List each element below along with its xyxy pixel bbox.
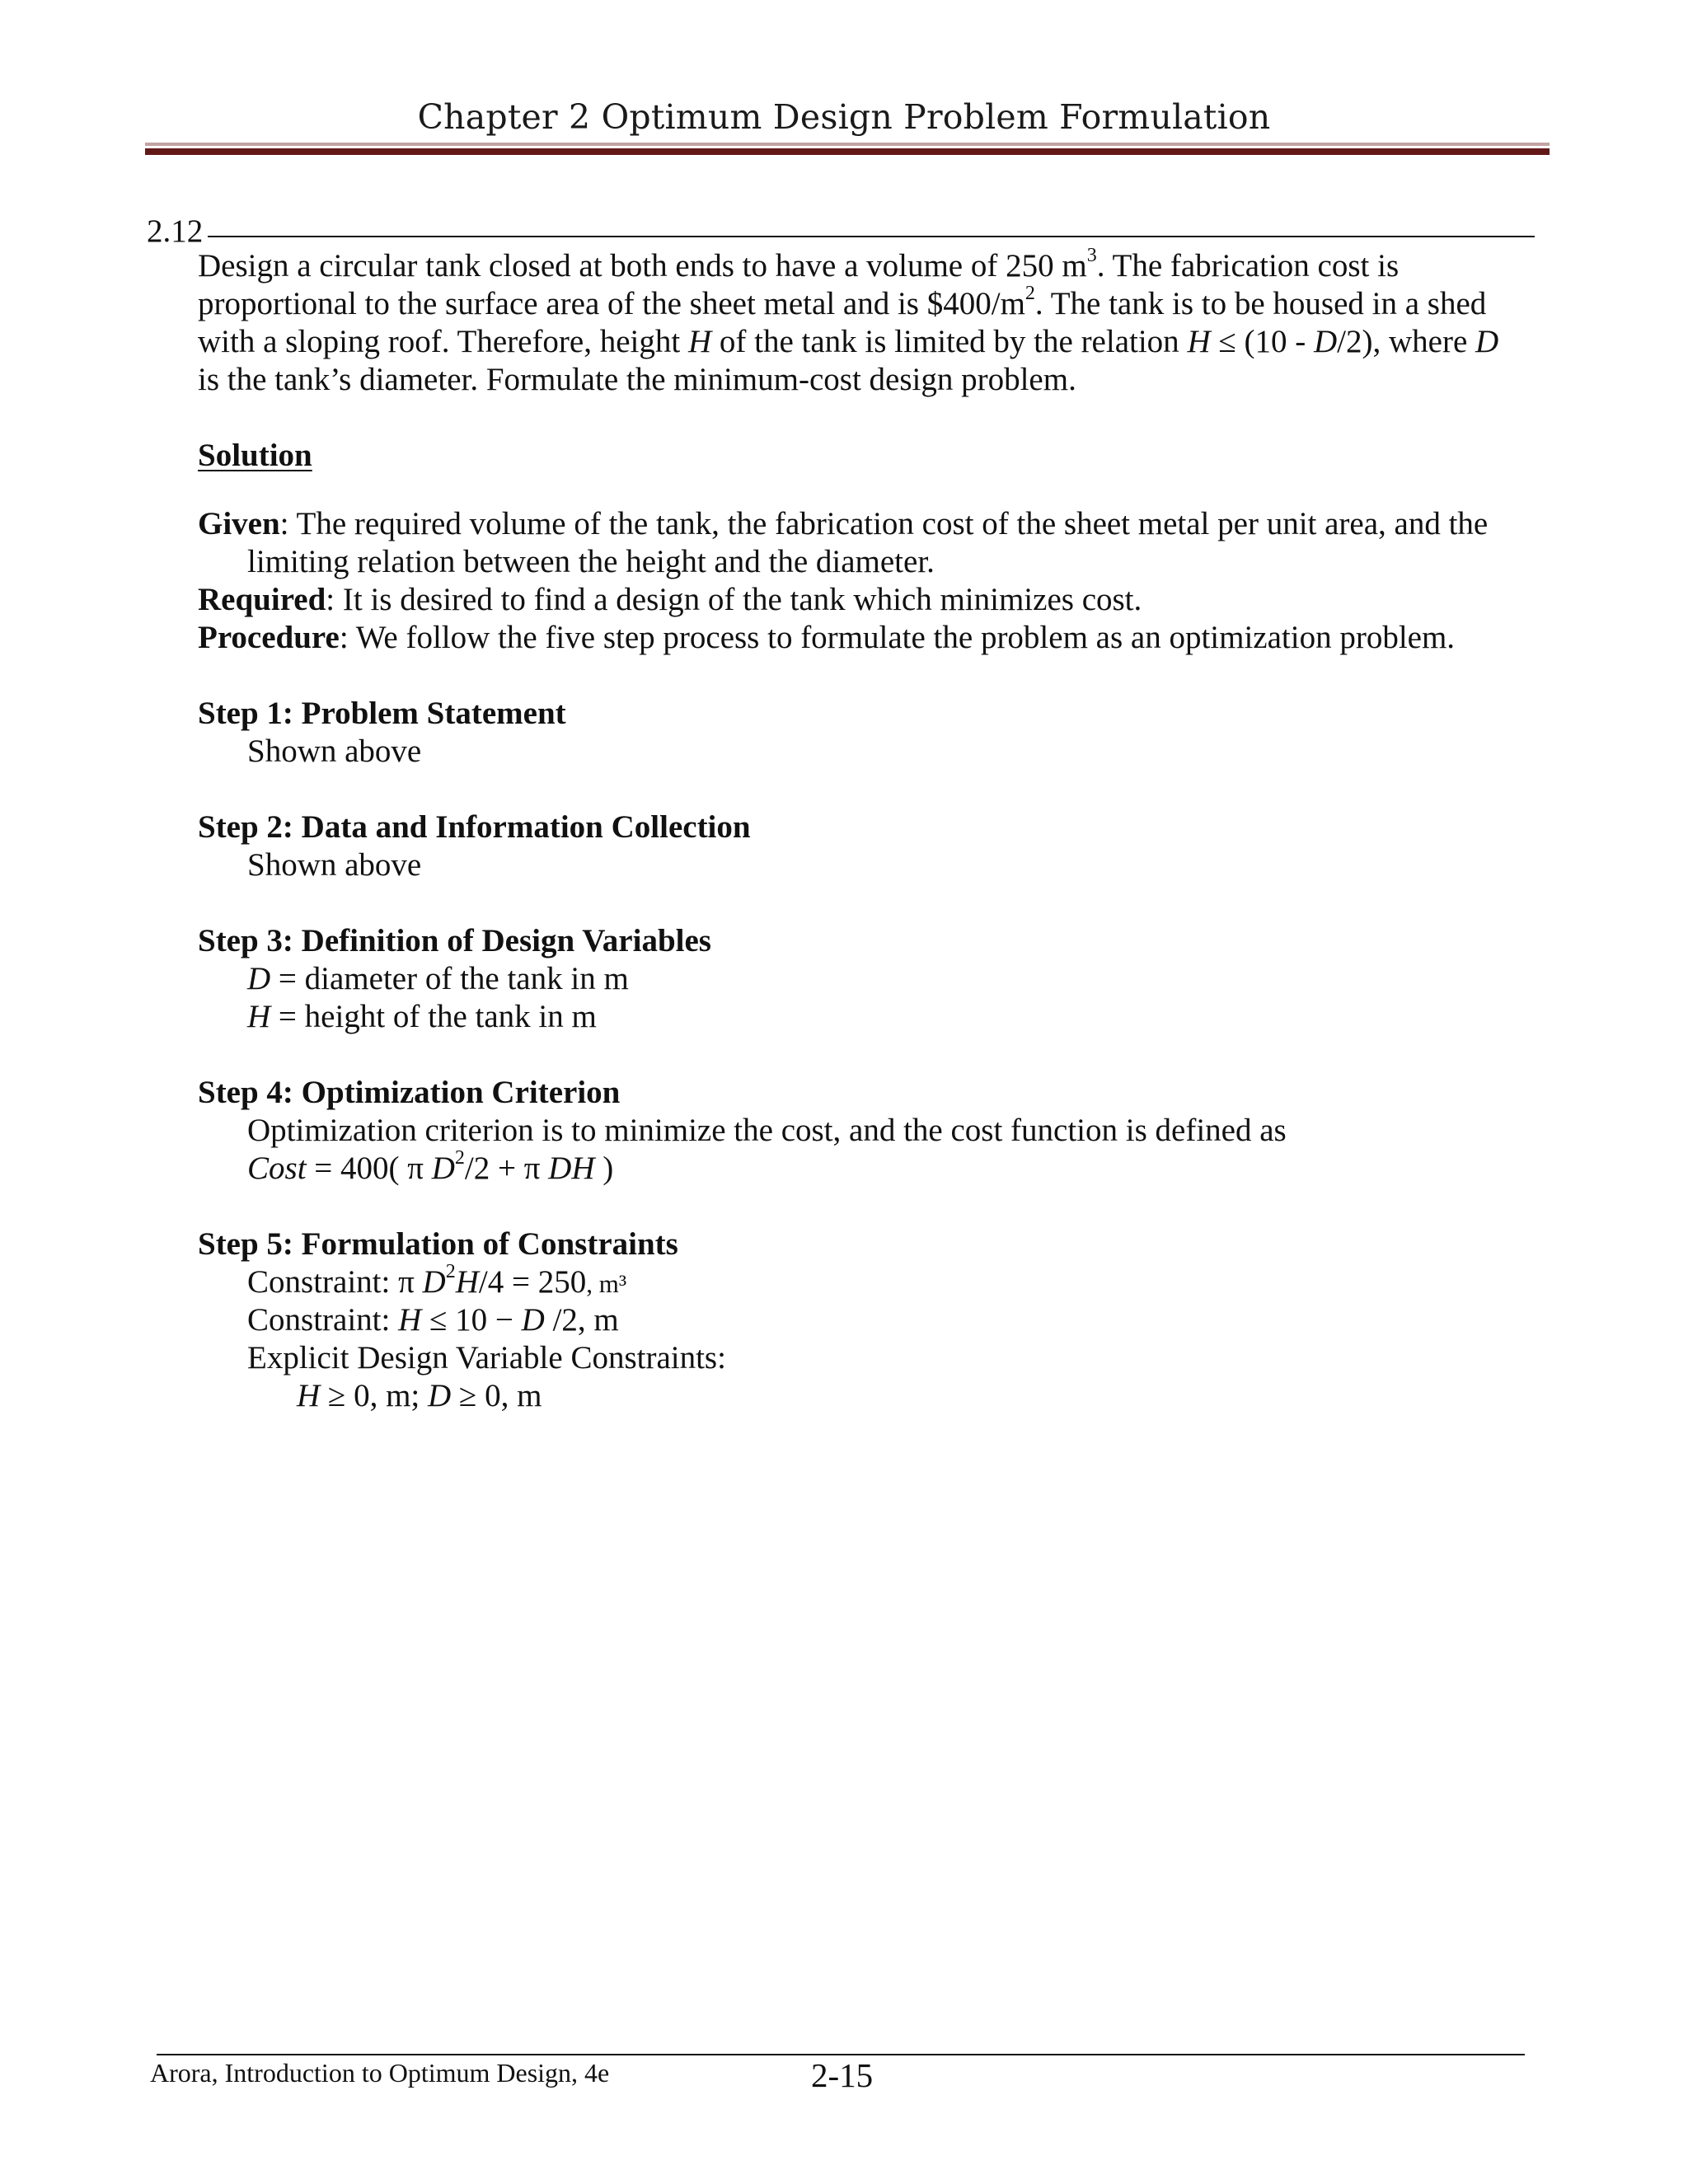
- nonnegativity-constraints: H ≥ 0, m; D ≥ 0, m: [297, 1378, 542, 1413]
- problem-statement-line-2: proportional to the surface area of the sheet metal and is $\$400/m^2$. The tank is to be housed in a shed: [198, 283, 1487, 321]
- variable-H-definition: H = height of the tank in m: [247, 999, 597, 1034]
- header-rule-thin: [145, 143, 1550, 146]
- page-number: 2-15: [811, 2056, 874, 2094]
- step-2-heading: Step 2: Data and Information Collection: [198, 809, 751, 845]
- footer-citation: Arora, Introduction to Optimum Design, 4e: [150, 2058, 610, 2088]
- step-2-text: Shown above: [247, 847, 422, 883]
- given-line-continued: limiting relation between the height and the diameter.: [247, 544, 935, 579]
- step-3-heading: Step 3: Definition of Design Variables: [198, 923, 711, 958]
- cost-function-equation: Cost = 400( π $D^2/2 + \pi$ DH ): [247, 1147, 614, 1186]
- problem-number: 2.12: [147, 213, 204, 249]
- step-4-text: Optimization criterion is to minimize the cost, and the cost function is defined as: [247, 1113, 1287, 1148]
- solution-heading: Solution: [198, 438, 312, 473]
- problem-statement-line-1: Design a circular tank closed at both ends to have a volume of 250 $m^3$. The fabrication cost is: [198, 245, 1400, 284]
- volume-constraint: Constraint: π $D^2H/4 = 250$, m³: [247, 1261, 627, 1300]
- step-1-text: Shown above: [247, 733, 422, 769]
- step-1-heading: Step 1: Problem Statement: [198, 696, 566, 731]
- step-5-heading: Step 5: Formulation of Constraints: [198, 1226, 678, 1262]
- problem-rule: [208, 236, 1535, 237]
- required-line: Required: It is desired to find a design of the tank which minimizes cost.: [198, 582, 1142, 617]
- height-constraint: Constraint: H ≤ 10 − D /2, m: [247, 1302, 619, 1338]
- variable-D-definition: D = diameter of the tank in m: [247, 961, 629, 996]
- header-rule-thick: [145, 148, 1550, 155]
- page-header-title: Chapter 2 Optimum Design Problem Formulation: [417, 97, 1271, 137]
- given-line: Given: The required volume of the tank, the fabrication cost of the sheet metal per unit area, and the: [198, 506, 1489, 541]
- step-4-heading: Step 4: Optimization Criterion: [198, 1075, 621, 1110]
- problem-statement-line-3: with a sloping roof. Therefore, height H of the tank is limited by the relation H ≤ (10 - D/2), where D: [198, 324, 1499, 359]
- problem-statement-line-4: is the tank’s diameter. Formulate the minimum-cost design problem.: [198, 362, 1076, 397]
- procedure-line: Procedure: We follow the five step process to formulate the problem as an optimization problem.: [198, 620, 1456, 655]
- explicit-constraints-label: Explicit Design Variable Constraints:: [247, 1340, 726, 1376]
